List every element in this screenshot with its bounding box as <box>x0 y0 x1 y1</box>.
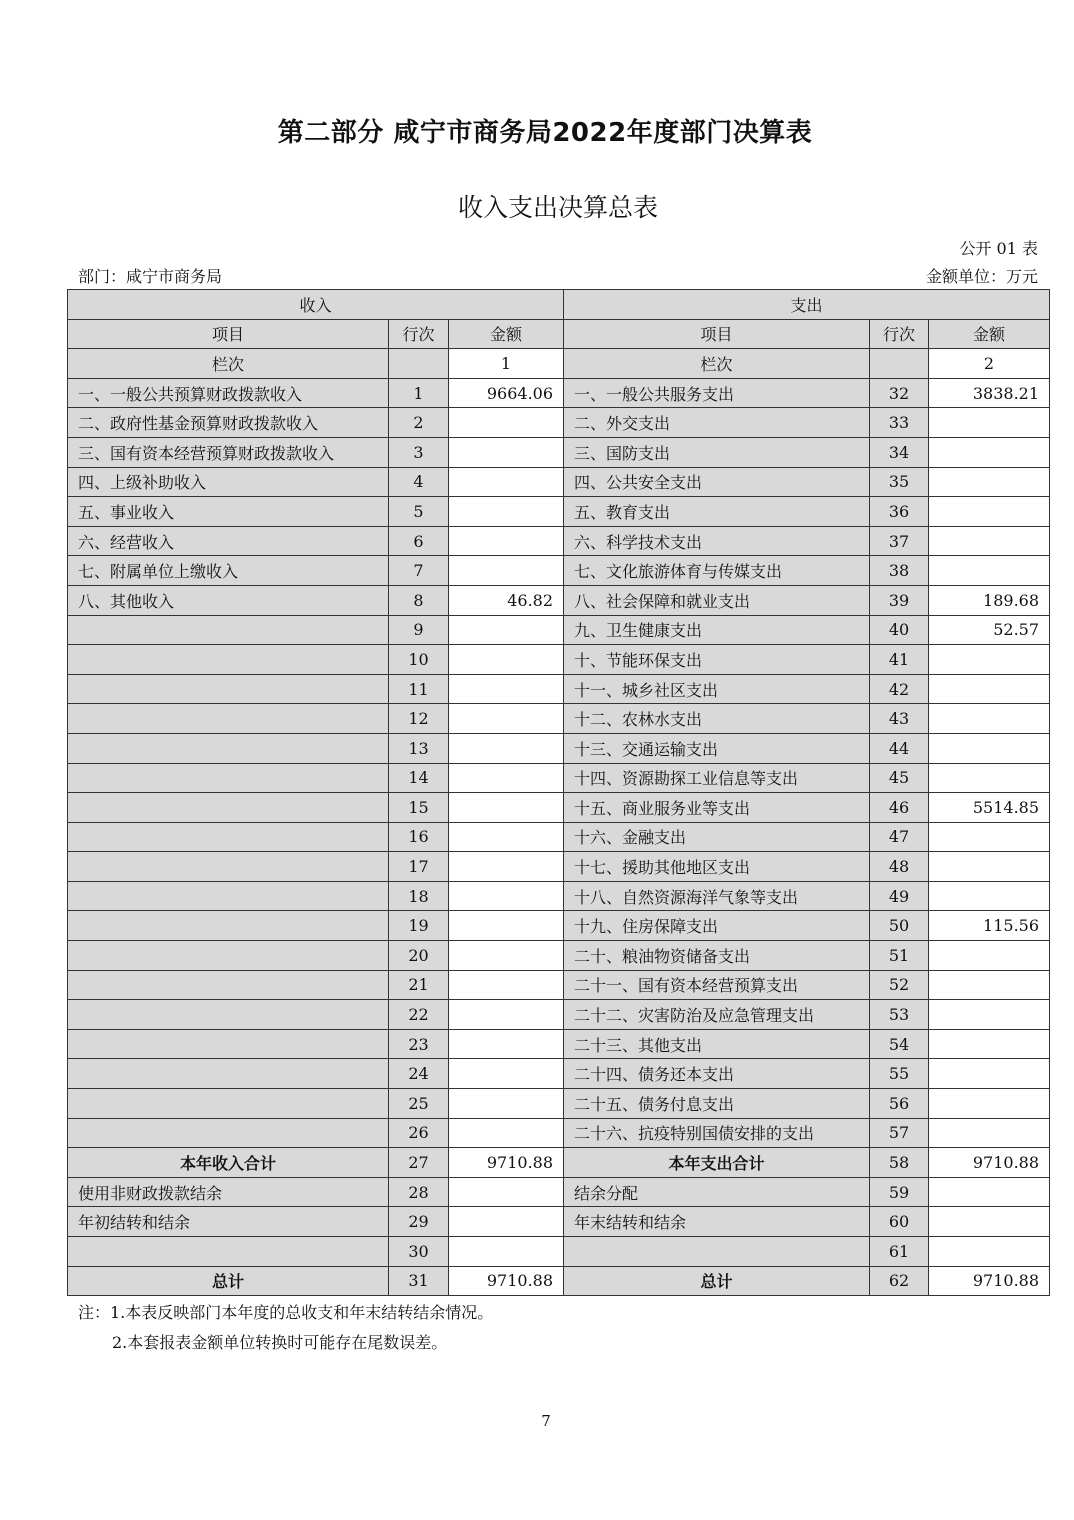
income-amount <box>449 733 564 763</box>
income-amount <box>449 1029 564 1059</box>
expense-row-no: 60 <box>870 1207 929 1237</box>
expense-amount-header: 金额 <box>929 319 1050 349</box>
income-row-no: 13 <box>389 733 449 763</box>
income-column-number: 1 <box>449 349 564 379</box>
table-row <box>68 645 1050 675</box>
expense-row-no: 44 <box>870 733 929 763</box>
expense-amount <box>929 467 1050 497</box>
income-row-no: 17 <box>389 852 449 882</box>
income-amount <box>449 941 564 971</box>
table-row <box>68 793 1050 823</box>
income-row-no: 6 <box>389 526 449 556</box>
expense-column-label: 栏次 <box>564 349 870 379</box>
income-row-no: 24 <box>389 1059 449 1089</box>
expense-amount <box>929 970 1050 1000</box>
income-item <box>68 1000 389 1030</box>
expense-item: 十一、城乡社区支出 <box>564 674 870 704</box>
table-row <box>68 1237 1050 1267</box>
expense-item <box>564 1237 870 1267</box>
expense-row-no: 61 <box>870 1237 929 1267</box>
expense-row-no: 32 <box>870 378 929 408</box>
income-row-no: 25 <box>389 1089 449 1119</box>
table-row <box>68 585 1050 615</box>
expense-item: 八、社会保障和就业支出 <box>564 585 870 615</box>
expense-row-no: 56 <box>870 1089 929 1119</box>
table-row <box>68 674 1050 704</box>
table-row <box>68 1207 1050 1237</box>
income-item: 三、国有资本经营预算财政拨款收入 <box>68 437 389 467</box>
income-amount <box>449 1000 564 1030</box>
table-row <box>68 437 1050 467</box>
expense-item: 二十二、灾害防治及应急管理支出 <box>564 1000 870 1030</box>
income-header: 收入 <box>68 290 564 320</box>
page-title: 第二部分 咸宁市商务局2022年度部门决算表 <box>277 118 813 148</box>
income-item <box>68 704 389 734</box>
table-body <box>68 378 1050 1295</box>
income-item: 一、一般公共预算财政拨款收入 <box>68 378 389 408</box>
income-row-no: 20 <box>389 941 449 971</box>
expense-row-no: 34 <box>870 437 929 467</box>
expense-column-number: 2 <box>929 349 1050 379</box>
income-amount <box>449 1118 564 1148</box>
income-item: 年初结转和结余 <box>68 1207 389 1237</box>
income-amount <box>449 852 564 882</box>
expense-row-no: 36 <box>870 497 929 527</box>
expense-amount <box>929 497 1050 527</box>
expense-row-no: 47 <box>870 822 929 852</box>
expense-amount <box>929 1000 1050 1030</box>
income-item <box>68 1118 389 1148</box>
income-row-no: 10 <box>389 645 449 675</box>
expense-item: 九、卫生健康支出 <box>564 615 870 645</box>
expense-item: 六、科学技术支出 <box>564 526 870 556</box>
income-item: 二、政府性基金预算财政拨款收入 <box>68 408 389 438</box>
income-amount <box>449 822 564 852</box>
expense-item: 二十、粮油物资储备支出 <box>564 941 870 971</box>
table-row <box>68 704 1050 734</box>
income-item <box>68 674 389 704</box>
income-item <box>68 911 389 941</box>
table-row <box>68 1177 1050 1207</box>
expense-amount: 189.68 <box>929 585 1050 615</box>
income-row-no: 15 <box>389 793 449 823</box>
expense-amount: 115.56 <box>929 911 1050 941</box>
income-row-no: 12 <box>389 704 449 734</box>
page-number: 7 <box>541 1412 551 1430</box>
income-row-no: 26 <box>389 1118 449 1148</box>
income-amount: 46.82 <box>449 585 564 615</box>
expense-amount <box>929 733 1050 763</box>
income-item: 本年收入合计 <box>68 1148 389 1178</box>
income-amount <box>449 467 564 497</box>
income-amount: 9664.06 <box>449 378 564 408</box>
expense-row-no: 62 <box>870 1266 929 1296</box>
income-item <box>68 970 389 1000</box>
expense-row-no: 54 <box>870 1029 929 1059</box>
income-amount <box>449 437 564 467</box>
income-item <box>68 763 389 793</box>
notes <box>78 1298 493 1358</box>
income-item <box>68 852 389 882</box>
table-row <box>68 615 1050 645</box>
expense-item: 二十一、国有资本经营预算支出 <box>564 970 870 1000</box>
expense-row-no: 51 <box>870 941 929 971</box>
expense-amount <box>929 526 1050 556</box>
income-item <box>68 1089 389 1119</box>
table-row <box>68 556 1050 586</box>
expense-row-no: 43 <box>870 704 929 734</box>
expense-amount <box>929 822 1050 852</box>
expense-row-no: 35 <box>870 467 929 497</box>
income-amount <box>449 645 564 675</box>
table-row <box>68 1059 1050 1089</box>
expense-amount <box>929 1029 1050 1059</box>
expense-amount <box>929 852 1050 882</box>
expense-item: 年末结转和结余 <box>564 1207 870 1237</box>
income-amount <box>449 704 564 734</box>
expense-amount <box>929 1089 1050 1119</box>
income-item <box>68 793 389 823</box>
expense-item: 十三、交通运输支出 <box>564 733 870 763</box>
expense-amount: 52.57 <box>929 615 1050 645</box>
expense-row-no: 42 <box>870 674 929 704</box>
expense-row-no: 49 <box>870 881 929 911</box>
expense-row-no: 41 <box>870 645 929 675</box>
expense-amount <box>929 645 1050 675</box>
table-row <box>68 941 1050 971</box>
income-row-no: 5 <box>389 497 449 527</box>
table-subtitle: 收入支出决算总表 <box>457 193 658 222</box>
income-item: 七、附属单位上缴收入 <box>68 556 389 586</box>
income-column-blank <box>389 349 449 379</box>
income-amount <box>449 881 564 911</box>
expense-header: 支出 <box>564 290 1050 320</box>
total-row <box>68 1266 1050 1296</box>
income-item <box>68 881 389 911</box>
expense-amount: 9710.88 <box>929 1148 1050 1178</box>
income-row-no: 27 <box>389 1148 449 1178</box>
income-item: 八、其他收入 <box>68 585 389 615</box>
expense-row-no: 46 <box>870 793 929 823</box>
income-amount <box>449 1237 564 1267</box>
income-amount <box>449 408 564 438</box>
expense-amount <box>929 674 1050 704</box>
table-row <box>68 467 1050 497</box>
expense-amount <box>929 1059 1050 1089</box>
expense-row-no: 50 <box>870 911 929 941</box>
expense-amount <box>929 1118 1050 1148</box>
income-row-no: 19 <box>389 911 449 941</box>
expense-item: 本年支出合计 <box>564 1148 870 1178</box>
income-item <box>68 822 389 852</box>
table-row <box>68 970 1050 1000</box>
expense-row-no: 33 <box>870 408 929 438</box>
expense-item: 结余分配 <box>564 1177 870 1207</box>
income-row-no: 7 <box>389 556 449 586</box>
income-row-no: 21 <box>389 970 449 1000</box>
expense-row-no: 55 <box>870 1059 929 1089</box>
income-row-no: 14 <box>389 763 449 793</box>
expense-item: 总计 <box>564 1266 870 1296</box>
income-amount <box>449 911 564 941</box>
income-column-label: 栏次 <box>68 349 389 379</box>
expense-row-no: 38 <box>870 556 929 586</box>
unit-label: 金额单位：万元 <box>925 267 1038 286</box>
expense-amount <box>929 704 1050 734</box>
expense-amount: 9710.88 <box>929 1266 1050 1296</box>
expense-item: 二十六、抗疫特别国债安排的支出 <box>564 1118 870 1148</box>
expense-amount <box>929 437 1050 467</box>
table-row <box>68 497 1050 527</box>
expense-amount <box>929 556 1050 586</box>
income-item <box>68 1029 389 1059</box>
table-row <box>68 1118 1050 1148</box>
income-row-no-header: 行次 <box>389 319 449 349</box>
expense-item: 十五、商业服务业等支出 <box>564 793 870 823</box>
section-header-row <box>68 290 1050 320</box>
income-amount <box>449 1059 564 1089</box>
table-row <box>68 526 1050 556</box>
income-row-no: 16 <box>389 822 449 852</box>
expense-amount <box>929 1237 1050 1267</box>
income-item: 总计 <box>68 1266 389 1296</box>
income-row-no: 4 <box>389 467 449 497</box>
expense-item: 七、文化旅游体育与传媒支出 <box>564 556 870 586</box>
expense-item: 十二、农林水支出 <box>564 704 870 734</box>
table-row <box>68 1089 1050 1119</box>
subtotal-row <box>68 1148 1050 1178</box>
expense-item: 四、公共安全支出 <box>564 467 870 497</box>
income-row-no: 30 <box>389 1237 449 1267</box>
income-item: 四、上级补助收入 <box>68 467 389 497</box>
income-amount <box>449 497 564 527</box>
table-row <box>68 763 1050 793</box>
expense-item: 二十四、债务还本支出 <box>564 1059 870 1089</box>
income-amount <box>449 1089 564 1119</box>
expense-item: 十六、金融支出 <box>564 822 870 852</box>
expense-row-no: 59 <box>870 1177 929 1207</box>
income-amount <box>449 970 564 1000</box>
income-amount <box>449 526 564 556</box>
income-item-header: 项目 <box>68 319 389 349</box>
expense-item: 五、教育支出 <box>564 497 870 527</box>
department-label: 部门：咸宁市商务局 <box>78 267 223 286</box>
income-item <box>68 1059 389 1089</box>
expense-item: 二、外交支出 <box>564 408 870 438</box>
expense-item: 十八、自然资源海洋气象等支出 <box>564 881 870 911</box>
budget-table <box>67 289 1050 1296</box>
expense-amount <box>929 1177 1050 1207</box>
expense-amount <box>929 1207 1050 1237</box>
income-row-no: 28 <box>389 1177 449 1207</box>
expense-item-header: 项目 <box>564 319 870 349</box>
income-row-no: 1 <box>389 378 449 408</box>
expense-amount <box>929 408 1050 438</box>
column-header-row <box>68 319 1050 349</box>
income-item: 使用非财政拨款结余 <box>68 1177 389 1207</box>
income-amount: 9710.88 <box>449 1148 564 1178</box>
expense-item: 二十三、其他支出 <box>564 1029 870 1059</box>
table-row <box>68 1029 1050 1059</box>
expense-amount: 3838.21 <box>929 378 1050 408</box>
expense-item: 一、一般公共服务支出 <box>564 378 870 408</box>
income-amount <box>449 1177 564 1207</box>
income-amount <box>449 763 564 793</box>
income-row-no: 2 <box>389 408 449 438</box>
expense-amount: 5514.85 <box>929 793 1050 823</box>
income-row-no: 29 <box>389 1207 449 1237</box>
income-amount <box>449 674 564 704</box>
expense-item: 三、国防支出 <box>564 437 870 467</box>
income-amount <box>449 615 564 645</box>
income-amount <box>449 1207 564 1237</box>
income-amount <box>449 556 564 586</box>
income-row-no: 11 <box>389 674 449 704</box>
income-item: 六、经营收入 <box>68 526 389 556</box>
column-number-row <box>68 349 1050 379</box>
expense-row-no: 48 <box>870 852 929 882</box>
expense-item: 十九、住房保障支出 <box>564 911 870 941</box>
income-row-no: 18 <box>389 881 449 911</box>
expense-item: 十七、援助其他地区支出 <box>564 852 870 882</box>
income-row-no: 3 <box>389 437 449 467</box>
income-item <box>68 941 389 971</box>
income-amount: 9710.88 <box>449 1266 564 1296</box>
income-row-no: 22 <box>389 1000 449 1030</box>
table-row <box>68 733 1050 763</box>
note-2: 2.本套报表金额单位转换时可能存在尾数误差。 <box>112 1333 448 1352</box>
expense-item: 十四、资源勘探工业信息等支出 <box>564 763 870 793</box>
expense-row-no: 58 <box>870 1148 929 1178</box>
income-item <box>68 615 389 645</box>
expense-amount <box>929 763 1050 793</box>
expense-row-no: 45 <box>870 763 929 793</box>
expense-column-blank <box>870 349 929 379</box>
income-item: 五、事业收入 <box>68 497 389 527</box>
income-item <box>68 733 389 763</box>
table-row <box>68 852 1050 882</box>
expense-row-no: 57 <box>870 1118 929 1148</box>
table-row <box>68 408 1050 438</box>
expense-amount <box>929 881 1050 911</box>
expense-item: 二十五、债务付息支出 <box>564 1089 870 1119</box>
table-id: 公开 01 表 <box>959 239 1038 258</box>
income-row-no: 9 <box>389 615 449 645</box>
expense-item: 十、节能环保支出 <box>564 645 870 675</box>
expense-row-no: 37 <box>870 526 929 556</box>
table-row <box>68 911 1050 941</box>
expense-row-no: 52 <box>870 970 929 1000</box>
income-row-no: 8 <box>389 585 449 615</box>
table-row <box>68 822 1050 852</box>
expense-amount <box>929 941 1050 971</box>
table-row <box>68 378 1050 408</box>
income-row-no: 31 <box>389 1266 449 1296</box>
note-1: 注：1.本表反映部门本年度的总收支和年末结转结余情况。 <box>78 1303 494 1322</box>
income-amount <box>449 793 564 823</box>
expense-row-no: 39 <box>870 585 929 615</box>
table-row <box>68 1000 1050 1030</box>
table-row <box>68 881 1050 911</box>
income-amount-header: 金额 <box>449 319 564 349</box>
expense-row-no-header: 行次 <box>870 319 929 349</box>
expense-row-no: 53 <box>870 1000 929 1030</box>
income-row-no: 23 <box>389 1029 449 1059</box>
expense-row-no: 40 <box>870 615 929 645</box>
income-item <box>68 645 389 675</box>
income-item <box>68 1237 389 1267</box>
